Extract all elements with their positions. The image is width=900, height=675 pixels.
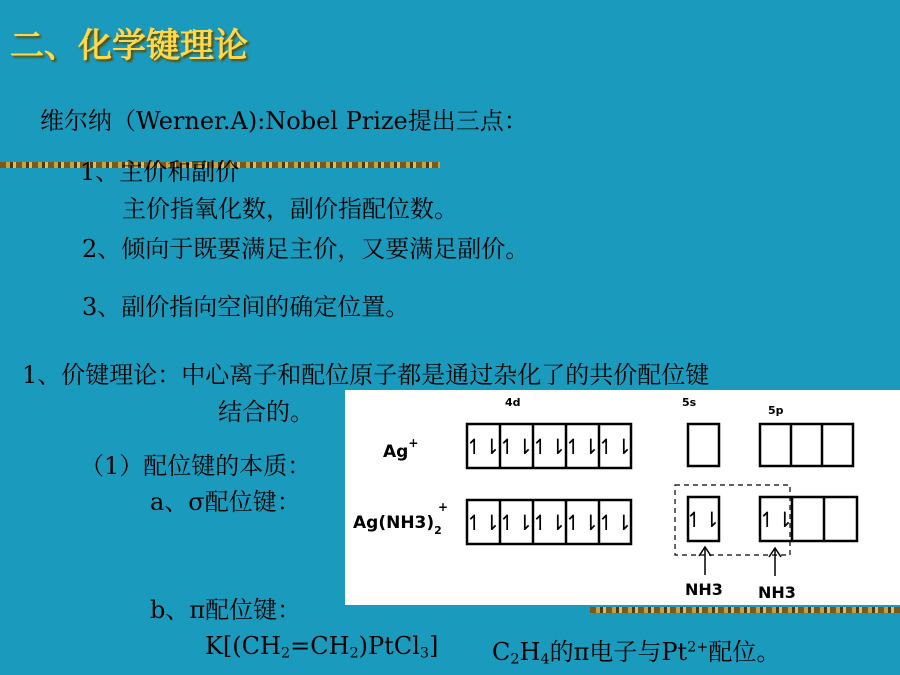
label-4d: 4d bbox=[505, 396, 521, 409]
ethylene-pi-coordination-text bbox=[492, 632, 780, 668]
orbital-diagram bbox=[345, 390, 900, 605]
nh3-arrow-1 bbox=[699, 547, 711, 575]
paired-electrons: ↿⇂ bbox=[597, 435, 633, 459]
decor-stripe-bottom bbox=[590, 607, 900, 613]
point-1-detail: 主价指氧化数，副价指配位数。 bbox=[122, 195, 458, 223]
ag-5p-orbitals bbox=[760, 424, 853, 466]
formula-superscript: 2+ bbox=[687, 639, 709, 656]
formula-part: ] bbox=[429, 632, 439, 660]
nh3-arrow-2 bbox=[769, 548, 781, 576]
ag-ion-symbol: Ag bbox=[383, 442, 409, 462]
paired-electrons: ↿⇂ bbox=[685, 508, 721, 532]
formula-part: )PtCl bbox=[358, 632, 420, 660]
slide-title: 二、化学键理论 bbox=[10, 26, 248, 66]
complex-subscript: 2 bbox=[434, 524, 442, 537]
formula-part: C bbox=[492, 638, 511, 666]
paired-electrons: ↿⇂ bbox=[564, 511, 600, 535]
paired-electrons: ↿⇂ bbox=[498, 511, 534, 535]
intro-text: 维尔纳（Werner.A):Nobel Prize提出三点： bbox=[40, 107, 528, 135]
nh3-ligand-2: NH3 bbox=[758, 583, 796, 602]
complex-formula: Ag(NH3) bbox=[353, 513, 435, 533]
coordination-bond-nature: （1）配位键的本质： bbox=[80, 452, 312, 480]
valence-bond-line-2: 结合的。 bbox=[218, 398, 314, 426]
formula-part: 的π电子与Pt bbox=[549, 638, 688, 666]
paired-electrons: ↿⇂ bbox=[564, 435, 600, 459]
label-5p: 5p bbox=[768, 404, 784, 417]
valence-bond-line-1: 1、价键理论：中心离子和配位原子都是通过杂化了的共价配位键 bbox=[22, 361, 710, 389]
zeise-salt-formula bbox=[205, 632, 438, 662]
ag-ion-charge: + bbox=[408, 436, 419, 450]
paired-electrons: ↿⇂ bbox=[758, 508, 794, 532]
formula-part: H bbox=[519, 638, 541, 666]
formula-part: 配位。 bbox=[708, 638, 781, 666]
paired-electrons: ↿⇂ bbox=[465, 511, 501, 535]
paired-electrons: ↿⇂ bbox=[531, 511, 567, 535]
ag-5s-orbital bbox=[688, 424, 719, 466]
complex-charge: + bbox=[438, 500, 449, 514]
formula-subscript: 2 bbox=[349, 645, 359, 662]
formula-subscript: 3 bbox=[419, 645, 430, 662]
point-1: 1、主价和副价 bbox=[80, 158, 240, 186]
complex-label bbox=[353, 513, 442, 537]
ag-ion-label bbox=[383, 436, 418, 462]
formula-subscript: 2 bbox=[510, 651, 520, 668]
paired-electrons: ↿⇂ bbox=[498, 435, 534, 459]
formula-part: =CH bbox=[290, 632, 350, 660]
formula-subscript: 4 bbox=[540, 651, 550, 668]
point-2: 2、倾向于既要满足主价，又要满足副价。 bbox=[82, 235, 530, 263]
nh3-ligand-1: NH3 bbox=[685, 580, 723, 599]
label-5s: 5s bbox=[682, 396, 697, 409]
formula-subscript: 2 bbox=[280, 645, 291, 662]
sigma-bond-label: a、σ配位键： bbox=[150, 488, 301, 516]
pi-bond-label: b、π配位键： bbox=[150, 596, 302, 624]
formula-part: K[(CH bbox=[205, 632, 281, 660]
paired-electrons: ↿⇂ bbox=[465, 435, 501, 459]
point-3: 3、副价指向空间的确定位置。 bbox=[82, 293, 410, 321]
paired-electrons: ↿⇂ bbox=[531, 435, 567, 459]
paired-electrons: ↿⇂ bbox=[597, 511, 633, 535]
